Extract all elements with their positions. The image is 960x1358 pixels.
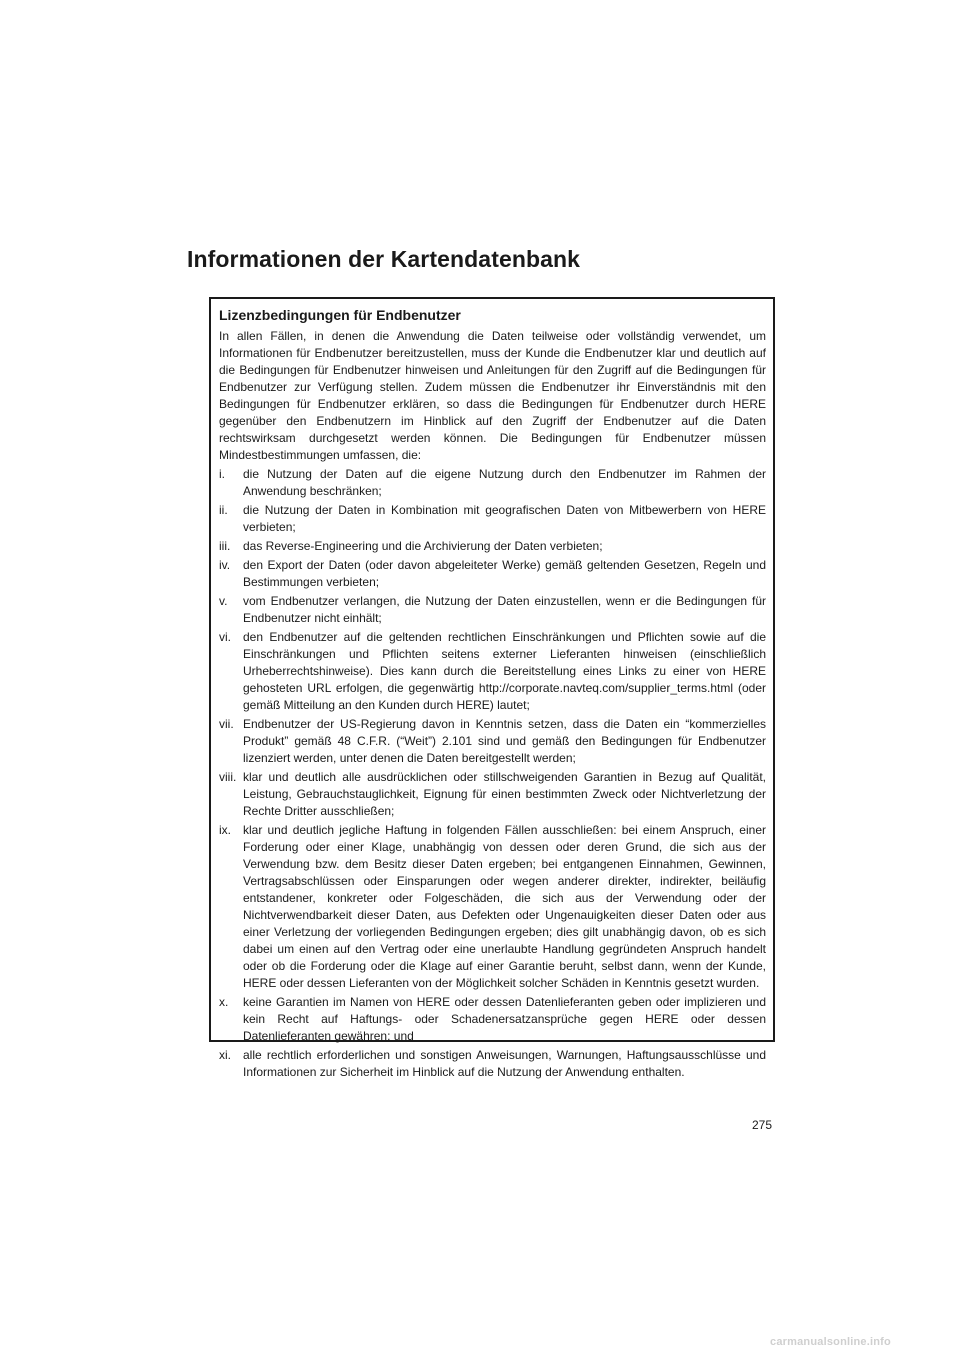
list-item-number: vii. xyxy=(219,717,234,731)
list-item xyxy=(219,822,766,992)
list-item-text: keine Garantien im Namen von HERE oder dessen Datenlieferanten geben oder implizieren und kein Recht auf Haftungs- oder Schadenersatzansprüche gegen HERE oder dessen Datenlieferanten gewähren; und xyxy=(243,995,766,1043)
list-item xyxy=(219,538,766,555)
list-item-text: Endbenutzer der US-Regierung davon in Kenntnis setzen, dass die Daten ein “kommerzielles Produkt” gemäß 48 C.F.R. (“Weit”) 2.101 sind und gemäß den Bedingungen für Endbenutzer lizenziert werden, unter denen die Daten bereitgestellt werden; xyxy=(243,717,766,765)
list-item-text: den Export der Daten (oder davon abgeleiteter Werke) gemäß geltenden Gesetzen, Regeln und Bestimmungen verbieten; xyxy=(243,558,766,589)
terms-list xyxy=(219,466,766,1081)
list-item-number: viii. xyxy=(219,770,237,784)
list-item-number: v. xyxy=(219,594,228,608)
list-item xyxy=(219,629,766,714)
list-item-text: klar und deutlich jegliche Haftung in folgenden Fällen ausschließen: bei einem Anspruch, einer Forderung oder einer Klage, unabhängig von dessen oder deren Grund, die sich aus der Verwendung bzw. dem Besitz dieser Daten ergeben; bei entgangenen Einnahmen, Gewinnen, Vertragsabschlüssen oder Einsparungen oder wegen anderer direkter, indirekter, beiläufig entstandener, konkreter oder Folgeschäden, die sich aus der Verwendung oder der Nichtverwendbarkeit dieser Daten, aus Defekten oder Ungenauigkeiten dieser Daten oder aus einer Verletzung der vorliegenden Bedingungen ergeben; dies gilt unabhängig davon, ob es sich dabei um einen auf den Vertrag oder eine unerlaubte Handlung gegründeten Anspruch handelt oder ob die Forderung oder die Klage auf einer Garantie beruht, selbst dann, wenn der Kunde, HERE oder dessen Lieferanten von der Möglichkeit solcher Schäden in Kenntnis gesetzt wurden. xyxy=(243,823,766,990)
list-item-number: iv. xyxy=(219,558,231,572)
list-item-text: alle rechtlich erforderlichen und sonstigen Anweisungen, Warnungen, Haftungsausschlüsse und Informationen zur Sicherheit im Hinblick auf die Nutzung der Anwendung enthalten. xyxy=(243,1048,766,1079)
list-item-text: die Nutzung der Daten auf die eigene Nutzung durch den Endbenutzer im Rahmen der Anwendung beschränken; xyxy=(243,467,766,498)
list-item-text: das Reverse-Engineering und die Archivierung der Daten verbieten; xyxy=(243,539,603,553)
list-item xyxy=(219,769,766,820)
page-title: Informationen der Kartendatenbank xyxy=(187,246,581,272)
list-item xyxy=(219,557,766,591)
list-item-number: x. xyxy=(219,995,229,1009)
list-item-number: ix. xyxy=(219,823,231,837)
page-number: 275 xyxy=(752,1118,773,1132)
list-item-number: ii. xyxy=(219,503,228,517)
list-item-number: iii. xyxy=(219,539,231,553)
license-heading: Lizenzbedingungen für Endbenutzer xyxy=(219,307,461,323)
list-item-text: klar und deutlich alle ausdrücklichen oder stillschweigenden Garantien in Bezug auf Qualität, Leistung, Gebrauchstauglichkeit, Eignung für einen bestimmten Zweck oder Nichtverletzung der Rechte Dritter ausschließen; xyxy=(243,770,766,818)
list-item xyxy=(219,593,766,627)
list-item-number: i. xyxy=(219,467,225,481)
list-item-text: vom Endbenutzer verlangen, die Nutzung der Daten einzustellen, wenn er die Bedingungen für Endbenutzer nicht einhält; xyxy=(243,594,766,625)
license-terms-box xyxy=(209,297,775,1079)
list-item-number: vi. xyxy=(219,630,231,644)
list-item xyxy=(219,466,766,500)
list-item-number: xi. xyxy=(219,1048,231,1062)
list-item xyxy=(219,716,766,767)
watermark-text: carmanualsonline.info xyxy=(770,1336,891,1348)
list-item-text: den Endbenutzer auf die geltenden rechtlichen Einschränkungen und Pflichten sowie auf die Einschränkungen und Pflichten seitens externer Lieferanten hinweisen (einschließlich Urheberrechtshinweise). Dies kann durch die Bereitstellung eines Links zu einer von HERE gehosteten URL erfolgen, die gegenwärtig http://corporate.navteq.com/supplier_terms.html (oder gemäß Mitteilung an den Kunden durch HERE) lautet; xyxy=(243,630,766,712)
list-item xyxy=(219,1047,766,1081)
list-item xyxy=(219,502,766,536)
license-intro: In allen Fällen, in denen die Anwendung die Daten teilweise oder vollständig verwendet, um Informationen für Endbenutzer bereitzustellen, muss der Kunde die Endbenutzer klar und deutlich auf die Bedingungen für Endbenutzer hinweisen und Anleitungen für den Zugriff auf die Bedingungen für Endbenutzer zur Verfügung stellen. Zudem müssen die Endbenutzer ihr Einverständnis mit den Bedingungen für Endbenutzer erklären, so dass die Bedingungen für Endbenutzer durch HERE gegenüber den Endbenutzern im Hinblick auf den Zugriff der Endbenutzer auf die Daten rechtswirksam durchgesetzt werden können. Die Bedingungen für Endbenutzer müssen Mindestbestimmungen umfassen, die: xyxy=(219,329,766,462)
list-item xyxy=(219,994,766,1045)
list-item-text: die Nutzung der Daten in Kombination mit geografischen Daten von Mitbewerbern von HERE verbieten; xyxy=(243,503,766,534)
